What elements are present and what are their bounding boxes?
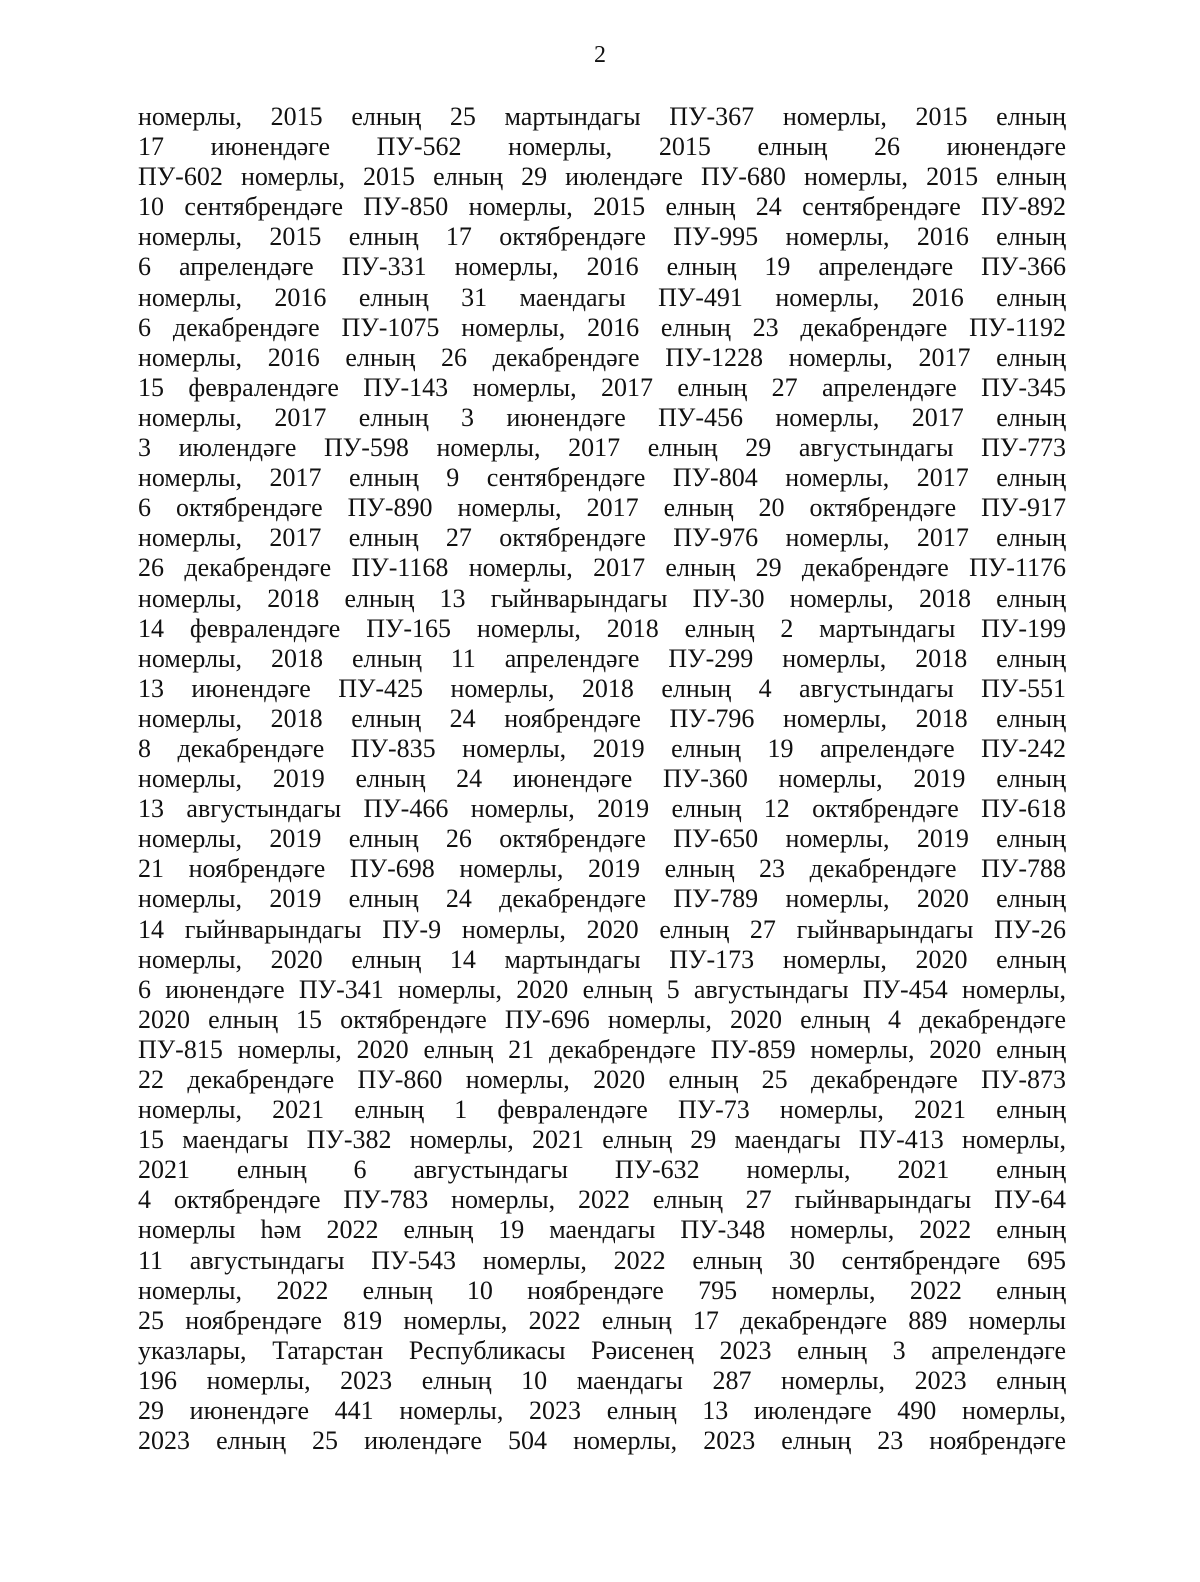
text-line: 15 февралендәге ПУ-143 номерлы, 2017 елның 27 апрелендәге ПУ-345 [138,372,1066,402]
text-line: 6 декабрендәге ПУ-1075 номерлы, 2016 елның 23 декабрендәге ПУ-1192 [138,312,1066,342]
text-line: номерлы, 2017 елның 9 сентябрендәге ПУ-804 номерлы, 2017 елның [138,463,1066,493]
text-line: номерлы, 2019 елның 24 июнендәге ПУ-360 номерлы, 2019 елның [138,764,1066,794]
text-line: номерлы, 2021 елның 1 февралендәге ПУ-73 номерлы, 2021 елның [138,1095,1066,1125]
text-line: номерлы, 2015 елның 25 мартындагы ПУ-367 номерлы, 2015 елның [138,102,1066,131]
text-line: 17 июнендәге ПУ-562 номерлы, 2015 елның 26 июнендәге [138,132,1066,162]
text-line: 13 июнендәге ПУ-425 номерлы, 2018 елның 4 августындагы ПУ-551 [138,673,1066,703]
text-line: ПУ-815 номерлы, 2020 елның 21 декабрендәге ПУ-859 номерлы, 2020 елның [138,1034,1066,1064]
page-number: 2 [594,42,606,68]
text-line: 22 декабрендәге ПУ-860 номерлы, 2020 елның 25 декабрендәге ПУ-873 [138,1065,1066,1094]
text-line: 2021 елның 6 августындагы ПУ-632 номерлы, 2021 елның [138,1155,1066,1185]
text-line: номерлы, 2017 елның 27 октябрендәге ПУ-976 номерлы, 2017 елның [138,523,1066,553]
text-line: 26 декабрендәге ПУ-1168 номерлы, 2017 елның 29 декабрендәге ПУ-1176 [138,553,1066,583]
text-line: номерлы, 2019 елның 24 декабрендәге ПУ-789 номерлы, 2020 елның [138,884,1066,914]
text-line: номерлы, 2019 елның 26 октябрендәге ПУ-650 номерлы, 2019 елның [138,824,1066,854]
text-line: 2020 елның 15 октябрендәге ПУ-696 номерлы, 2020 елның 4 декабрендәге [138,1004,1066,1034]
text-line: номерлы, 2018 елның 13 гыйнварындагы ПУ-30 номерлы, 2018 елның [138,583,1066,613]
text-line: номерлы һәм 2022 елның 19 маендагы ПУ-348 номерлы, 2022 елның [138,1215,1066,1245]
text-line: номерлы, 2020 елның 14 мартындагы ПУ-173 номерлы, 2020 елның [138,944,1066,974]
text-line: номерлы, 2016 елның 31 маендагы ПУ-491 номерлы, 2016 елның [138,282,1066,312]
text-line: 6 октябрендәге ПУ-890 номерлы, 2017 елның 20 октябрендәге ПУ-917 [138,493,1066,523]
text-line: 10 сентябрендәге ПУ-850 номерлы, 2015 елның 24 сентябрендәге ПУ-892 [138,192,1066,222]
text-line: 3 июлендәге ПУ-598 номерлы, 2017 елның 29 августындагы ПУ-773 [138,433,1066,463]
text-line: 29 июнендәге 441 номерлы, 2023 елның 13 июлендәге 490 номерлы, [138,1396,1066,1426]
text-line: 21 ноябрендәге ПУ-698 номерлы, 2019 елның 23 декабрендәге ПУ-788 [138,854,1066,884]
text-line: 2023 елның 25 июлендәге 504 номерлы, 2023 елның 23 ноябрендәге [138,1426,1066,1456]
text-line: указлары, Татарстан Республикасы Рәисенең 2023 елның 3 апрелендәге [138,1335,1066,1365]
text-line: номерлы, 2015 елның 17 октябрендәге ПУ-995 номерлы, 2016 елның [138,222,1066,252]
text-line: 14 гыйнварындагы ПУ-9 номерлы, 2020 елның 27 гыйнварындагы ПУ-26 [138,914,1066,944]
text-line: 11 августындагы ПУ-543 номерлы, 2022 елның 30 сентябрендәге 695 [138,1245,1066,1275]
text-line: номерлы, 2016 елның 26 декабрендәге ПУ-1228 номерлы, 2017 елның [138,342,1066,372]
text-line: 8 декабрендәге ПУ-835 номерлы, 2019 елның 19 апрелендәге ПУ-242 [138,733,1066,763]
text-line: 196 номерлы, 2023 елның 10 маендагы 287 номерлы, 2023 елның [138,1365,1066,1395]
text-line: 25 ноябрендәге 819 номерлы, 2022 елның 17 декабрендәге 889 номерлы [138,1305,1066,1335]
text-line: номерлы, 2022 елның 10 ноябрендәге 795 номерлы, 2022 елның [138,1275,1066,1305]
text-line: 6 июнендәге ПУ-341 номерлы, 2020 елның 5 августындагы ПУ-454 номерлы, [138,974,1066,1004]
text-line: номерлы, 2018 елның 11 апрелендәге ПУ-299 номерлы, 2018 елның [138,643,1066,673]
text-line: ПУ-602 номерлы, 2015 елның 29 июлендәге ПУ-680 номерлы, 2015 елның [138,162,1066,192]
text-line: 15 маендагы ПУ-382 номерлы, 2021 елның 29 маендагы ПУ-413 номерлы, [138,1125,1066,1155]
text-line: номерлы, 2017 елның 3 июнендәге ПУ-456 номерлы, 2017 елның [138,402,1066,432]
text-line: 13 августындагы ПУ-466 номерлы, 2019 елның 12 октябрендәге ПУ-618 [138,794,1066,824]
text-line: номерлы, 2018 елның 24 ноябрендәге ПУ-796 номерлы, 2018 елның [138,703,1066,733]
text-line: 4 октябрендәге ПУ-783 номерлы, 2022 елның 27 гыйнварындагы ПУ-64 [138,1185,1066,1215]
text-line: 6 апрелендәге ПУ-331 номерлы, 2016 елның 19 апрелендәге ПУ-366 [138,252,1066,282]
body-text [138,102,1066,1456]
text-line: 14 февралендәге ПУ-165 номерлы, 2018 елның 2 мартындагы ПУ-199 [138,613,1066,643]
